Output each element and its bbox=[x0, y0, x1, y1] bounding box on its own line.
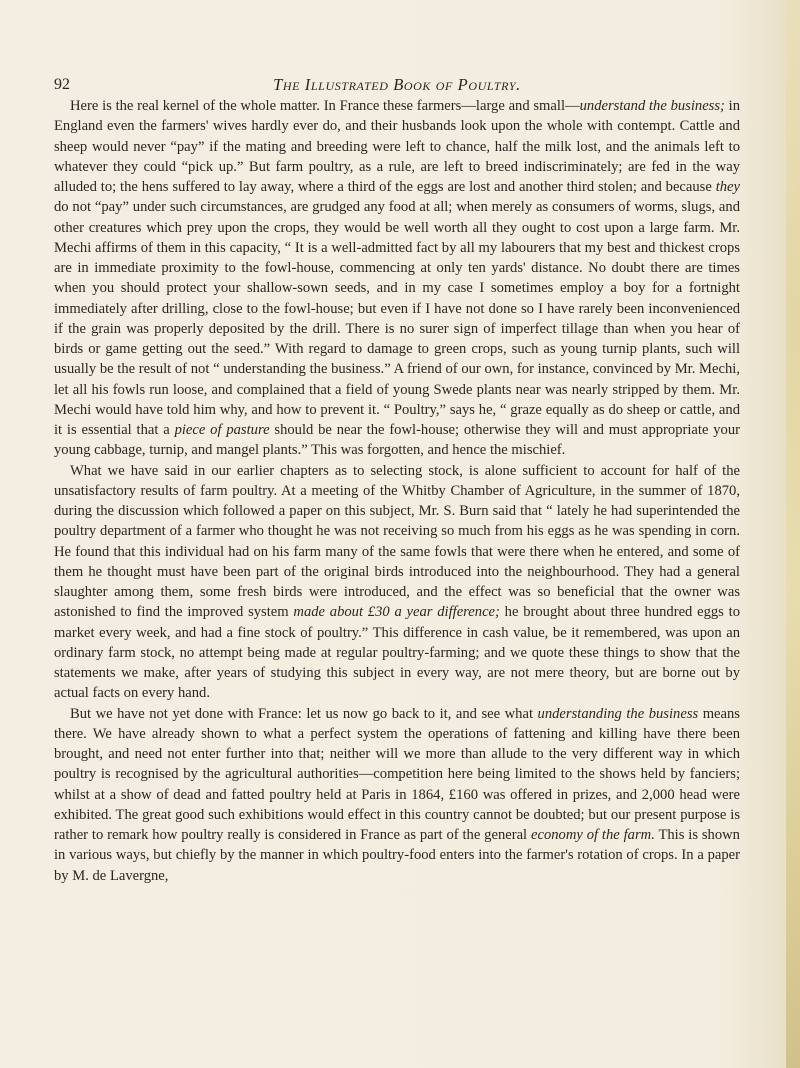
italic-text: understand the business; bbox=[579, 98, 725, 114]
running-title: The Illustrated Book of Poultry. bbox=[273, 75, 521, 94]
text-run: means there. We have already shown to what a perfect system the operations of fattening and killing have there been brought, and need not enter further into that; neither will we more than allude to the very different way in which poultry is recognised by the agricultural authorities—competition here being limited to the shows held by fanciers; whilst at a show of dead and fatted poultry held at Paris in 1864, £160 was offered in prizes, and 2,000 head were exhibited. The great good such exhibitions would effect in this country cannot be doubted; but our present purpose is rather to remark how poultry really is considered in France as part of the general bbox=[54, 705, 740, 843]
body-text bbox=[54, 96, 740, 886]
text-run: What we have said in our earlier chapters as to selecting stock, is alone sufficient to account for half of the unsatisfactory results of farm poultry. At a meeting of the Whitby Chamber of Agriculture, in the summer of 1870, during the discussion which followed a paper on this subject, Mr. S. Burn said that “ lately he had superintended the poultry department of a farmer who thought he was not receiving so much from his eggs as he was spending in corn. He found that this individual had on his farm many of the same fowls that were there when he entered, and some of them he thought must have been part of the original birds introduced into the neighbourhood. They had a general slaughter among them, some fresh birds were introduced, and the effect was so beneficial that the owner was astonished to find the improved system bbox=[54, 462, 740, 621]
page-number: 92 bbox=[54, 76, 70, 93]
text-run: do not “pay” under such circumstances, are grudged any food at all; when merely as consumers of worms, slugs, and other creatures which prey upon the crops, they would be well worth all they ought to cost upon a large farm. Mr. Mechi affirms of them in this capacity, “ It is a well-admitted fact by all my labourers that my best and thickest crops are in immediate proximity to the fowl-house, commencing at only ten yards' distance. No doubt there are times when you should protect your shallow-sown seeds, and in my case I sometimes employ a boy for a fortnight immediately after drilling, close to the fowl-house; but even if I have not done so I have rarely been inconvenienced if the grain was properly deposited by the drill. There is no surer sign of imperfect tillage than when you hear of birds or game getting out the seed.” With regard to damage to green crops, such as young turnip plants, such will usually be the result of not “ understanding the business.” A friend of our own, for instance, convinced by Mr. Mechi, let all his fowls run loose, and complained that a field of young Swede plants near was nearly stripped by them. Mr. Mechi would have told him why, and how to prevent it. “ Poultry,” says he, “ graze equally as do sheep or cattle, and it is essential that a bbox=[54, 199, 740, 438]
text-run: he brought about three hundred eggs to market every week, and had a fine stock of poultry.” This difference in cash value, be it remembered, was upon an ordinary farm stock, no attempt being made at regular poultry-farming; and we quote these things to show that the statements we make, after years of studying this subject in every way, are not mere theory, but are borne out by actual facts on every hand. bbox=[54, 604, 740, 702]
paragraph bbox=[54, 461, 740, 704]
text-run: in England even the farmers' wives hardly ever do, and their husbands look upon the whole with contempt. Cattle and sheep would never “pay” if the mating and breeding were left to chance, half the milk lost, and the animals left to whatever they could “pick up.” But farm poultry, as a rule, are left to breed indiscriminately; are fed in the way alluded to; the hens suffered to lay away, where a third of the eggs are lost and another third stolen; and because bbox=[54, 98, 740, 195]
italic-text: economy of the farm. bbox=[530, 827, 655, 843]
paragraph bbox=[54, 704, 740, 886]
text-run: should be near the fowl-house; otherwise they will and must appropriate your young cabbage, turnip, and mangel plants.” This was forgotten, and hence the mischief. bbox=[54, 422, 740, 459]
page-header bbox=[54, 76, 740, 98]
paragraph bbox=[54, 96, 740, 461]
text-run: This is shown in various ways, but chiefly by the manner in which poultry-food enters into the farmer's rotation of crops. In a paper by M. de Lavergne, bbox=[54, 827, 740, 884]
page-edge bbox=[786, 0, 800, 1068]
italic-text: piece of pasture bbox=[174, 422, 270, 438]
text-run: Here is the real kernel of the whole matter. In France these farmers—large and small— bbox=[70, 98, 580, 114]
italic-text: understanding the business bbox=[537, 705, 699, 722]
italic-text: made about £30 a year difference; bbox=[293, 604, 500, 621]
italic-text: they bbox=[715, 179, 740, 195]
text-run: But we have not yet done with France: let us now go back to it, and see what bbox=[70, 705, 538, 722]
